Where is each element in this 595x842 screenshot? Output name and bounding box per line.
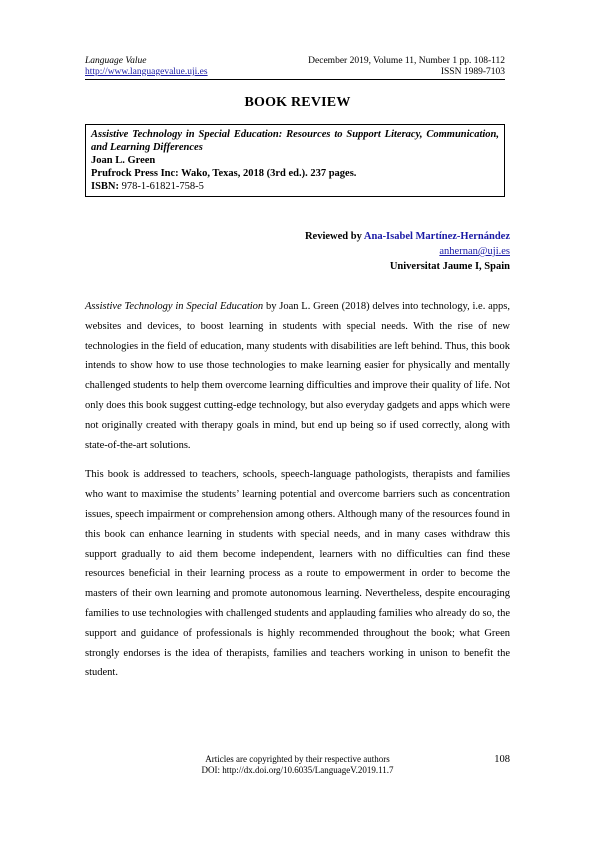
reviewer-affiliation: Universitat Jaume I, Spain bbox=[389, 261, 510, 272]
book-publisher: Prufrock Press Inc: Wako, Texas, 2018 (3rd ed.). 237 pages. bbox=[91, 168, 357, 179]
journal-url-link[interactable]: http://www.languagevalue.uji.es bbox=[85, 67, 208, 77]
section-title: BOOK REVIEW bbox=[244, 95, 351, 110]
reviewed-by-label: Reviewed by bbox=[304, 231, 364, 242]
book-title-inline: Assistive Technology in Special Education bbox=[85, 301, 264, 312]
issue-info: December 2019, Volume 11, Number 1 pp. 108-112 bbox=[308, 56, 505, 66]
reviewer-line bbox=[305, 229, 510, 244]
issn: ISSN 1989-7103 bbox=[440, 67, 505, 77]
book-title: Assistive Technology in Special Education: Resources to Support Literacy, Communication, and Learning Differences bbox=[91, 129, 499, 153]
body-paragraph-2: This book is addressed to teachers, schools, speech-language pathologists, therapists and families who want to maximise the students’ learning potential and overcome barriers such as concentration issues, speech impairment or comprehension among others. Although many of the resources found in this book can enhance learning in students with special needs, and in many cases withdraw this support gradually to aid them become independent, learners with no difficulties can find these resources beneficial in their learning process as a route to empowerment in order to become the masters of their own learning and promote autonomous learning. Nevertheless, despite encouraging families to use technologies with challenged students and applauding families who already do so, the support and guidance of professionals is highly recommended throughout the book; what Green strongly endorses is the idea of therapists, families and teachers working in unison to benefit the student. bbox=[85, 469, 510, 679]
paragraph-1-text: by Joan L. Green (2018) delves into technology, i.e. apps, websites and devices, to boost learning in students with special needs. With the rise of new technologies in the field of education, many students with disabilities are left behind. Thus, this book intends to show how to use those technologies to make learning easier for physically and mentally challenged students to help them overcome learning difficulties and improve their quality of life. Not only does this book suggest cutting-edge technology, but also everyday gadgets and apps which were not originally created with therapy goals in mind, but end up being so if used correctly, along with state-of-the-art solutions. bbox=[85, 301, 510, 451]
doi: DOI: http://dx.doi.org/10.6035/LanguageV.2019.11.7 bbox=[201, 764, 394, 775]
journal-name: Language Value bbox=[85, 56, 147, 66]
running-header-right bbox=[308, 56, 505, 78]
reviewer-email-link[interactable]: anhernan@uji.es bbox=[439, 246, 510, 257]
body-paragraph-1 bbox=[85, 297, 510, 455]
running-header-left bbox=[85, 56, 208, 78]
book-isbn bbox=[91, 180, 499, 193]
review-body bbox=[85, 297, 510, 693]
isbn-value: 978-1-61821-758-5 bbox=[119, 181, 204, 192]
isbn-label: ISBN: bbox=[91, 181, 120, 192]
header-rule bbox=[85, 79, 505, 80]
book-info-box bbox=[85, 124, 505, 197]
book-author: Joan L. Green bbox=[91, 155, 156, 166]
reviewer-block bbox=[305, 229, 510, 274]
copyright-notice: Articles are copyrighted by their respective authors bbox=[205, 754, 390, 764]
reviewer-name-link[interactable]: Ana-Isabel Martínez-Hernández bbox=[363, 231, 510, 242]
page-number: 108 bbox=[494, 754, 510, 765]
